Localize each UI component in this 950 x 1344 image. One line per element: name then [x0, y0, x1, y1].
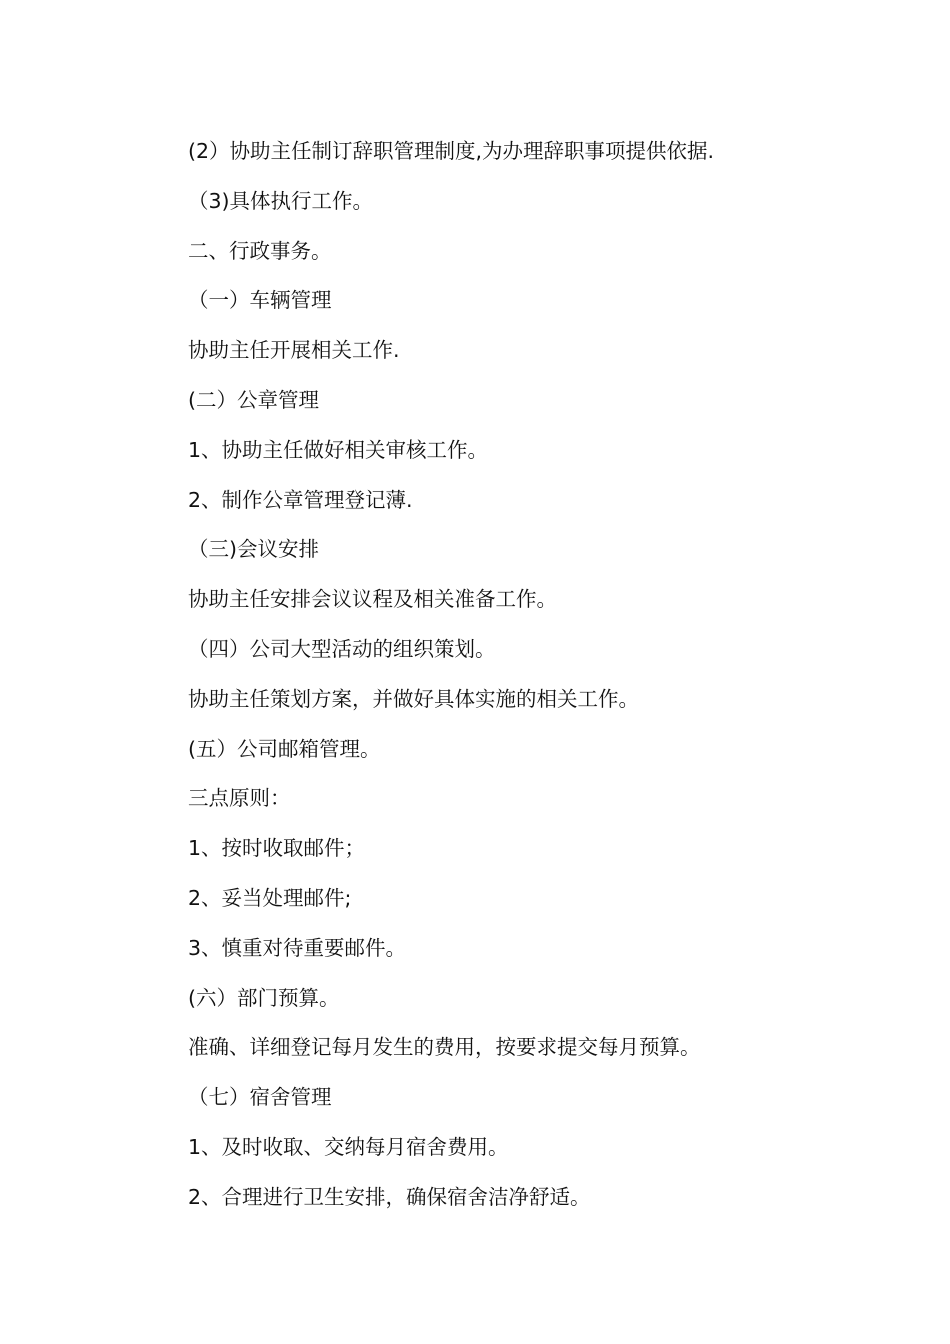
subsection-heading: （三)会议安排: [188, 537, 319, 562]
list-item: 1、按时收取邮件；: [188, 836, 366, 861]
text-line: 准确、详细登记每月发生的费用，按要求提交每月预算。: [188, 1035, 701, 1060]
list-item: 2、妥当处理邮件;: [188, 885, 352, 910]
subsection-heading: （一）车辆管理: [188, 288, 332, 313]
subsection-heading: (六）部门预算。: [188, 985, 340, 1010]
list-item: 1、及时收取、交纳每月宿舍费用。: [188, 1134, 509, 1159]
text-line: 三点原则：: [188, 786, 291, 811]
list-item: 2、合理进行卫生安排，确保宿舍洁净舒适。: [188, 1184, 591, 1209]
list-item: 3、慎重对待重要邮件。: [188, 935, 407, 960]
section-heading: 二、行政事务。: [188, 238, 332, 263]
list-item: 1、协助主任做好相关审核工作。: [188, 437, 489, 462]
subsection-heading: （四）公司大型活动的组织策划。: [188, 636, 496, 661]
subsection-heading: （七）宿舍管理: [188, 1085, 332, 1110]
list-item: 2、制作公章管理登记薄.: [188, 487, 413, 512]
text-line: 协助主任安排会议议程及相关准备工作。: [188, 587, 557, 612]
subsection-heading: (二）公章管理: [188, 387, 319, 412]
text-line: 协助主任开展相关工作.: [188, 338, 400, 363]
text-line: （3)具体执行工作。: [188, 188, 374, 213]
subsection-heading: (五）公司邮箱管理。: [188, 736, 381, 761]
document-body: [188, 132, 888, 1228]
text-line: (2）协助主任制订辞职管理制度,为办理辞职事项提供依据.: [188, 139, 715, 163]
text-line: 协助主任策划方案，并做好具体实施的相关工作。: [188, 686, 639, 711]
